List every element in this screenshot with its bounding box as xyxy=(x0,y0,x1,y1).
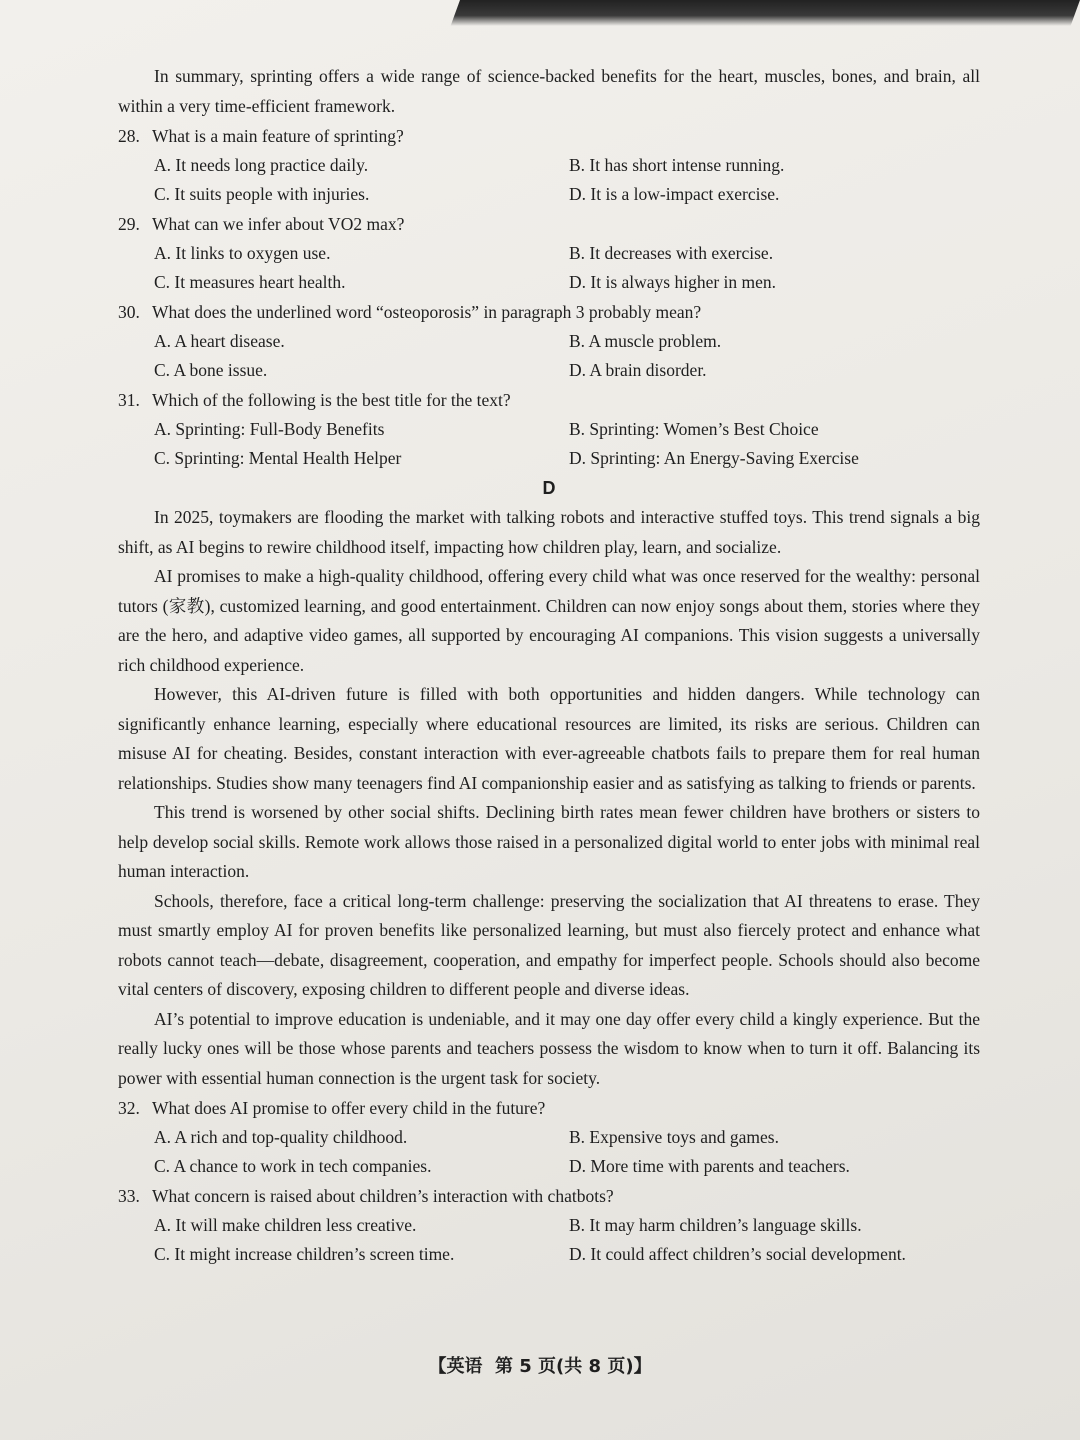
intro-paragraph: In summary, sprinting offers a wide range of science-backed benefits for the heart, muscles, bones, and brain, all within a very time-efficient framework. xyxy=(118,66,980,116)
option-a: A. It links to oxygen use. xyxy=(154,243,331,263)
question-number: 33. xyxy=(118,1186,140,1206)
option-c: C. It measures heart health. xyxy=(154,272,346,292)
option-d: D. It is always higher in men. xyxy=(569,272,777,292)
option-d: D. More time with parents and teachers. xyxy=(569,1156,850,1176)
option-a: A. Sprinting: Full-Body Benefits xyxy=(154,419,385,439)
footer-subject: 英语 xyxy=(446,1356,483,1377)
option-b: B. It decreases with exercise. xyxy=(569,243,774,263)
page-footer xyxy=(0,1352,1080,1378)
option-c: C. It might increase children’s screen time. xyxy=(154,1244,455,1264)
option-a: A. It will make children less creative. xyxy=(154,1215,417,1235)
section-heading: D xyxy=(542,478,556,498)
option-a: A. A heart disease. xyxy=(154,331,285,351)
option-a: A. It needs long practice daily. xyxy=(154,155,369,175)
question-29 xyxy=(118,210,980,297)
question-stem: What does AI promise to offer every child in the future? xyxy=(152,1098,546,1118)
passage-paragraph-5: Schools, therefore, face a critical long-term challenge: preserving the socialization that AI threatens to erase. They must smartly employ AI for proven benefits like personalized learning, but must also fiercely protect and enhance what robots cannot teach—debate, disagreement, cooperation, and empathy for imperfect people. Schools should also become vital centers of discovery, exposing children to different people and diverse ideas. xyxy=(118,890,980,999)
question-stem: What does the underlined word “osteoporosis” in paragraph 3 probably mean? xyxy=(152,302,702,322)
footer-left-bracket: 【 xyxy=(428,1356,447,1377)
option-b: B. A muscle problem. xyxy=(569,331,722,351)
option-d: D. It is a low-impact exercise. xyxy=(569,184,780,204)
option-b: B. It has short intense running. xyxy=(569,155,785,175)
page-corner-shadow xyxy=(451,0,1080,26)
question-number: 32. xyxy=(118,1098,140,1118)
question-30 xyxy=(118,298,980,385)
question-stem: What concern is raised about children’s interaction with chatbots? xyxy=(152,1186,614,1206)
question-number: 30. xyxy=(118,302,140,322)
option-b: B. Expensive toys and games. xyxy=(569,1127,779,1147)
option-d: D. It could affect children’s social development. xyxy=(569,1244,906,1264)
question-31 xyxy=(118,386,980,473)
passage-paragraph-2: AI promises to make a high-quality childhood, offering every child what was once reserved for the wealthy: personal tutors (家教), customized learning, and good entertainment. Children can now enjoy songs about them, stories where they are the hero, and adaptive video games, all supported by encouraging AI companions. This vision suggests a universally rich childhood experience. xyxy=(118,566,980,675)
option-b: B. It may harm children’s language skills. xyxy=(569,1215,862,1235)
option-d: D. Sprinting: An Energy-Saving Exercise xyxy=(569,448,859,468)
option-b: B. Sprinting: Women’s Best Choice xyxy=(569,419,819,439)
passage-paragraph-6: AI’s potential to improve education is undeniable, and it may one day offer every child a kingly experience. But the really lucky ones will be those whose parents and teachers possess the wisdom to know when to turn it off. Balancing its power with essential human connection is the urgent task for society. xyxy=(118,1008,980,1088)
question-28 xyxy=(118,122,980,209)
question-number: 28. xyxy=(118,126,140,146)
footer-right-bracket: 】 xyxy=(633,1356,652,1377)
option-c: C. A bone issue. xyxy=(154,360,268,380)
question-stem: What is a main feature of sprinting? xyxy=(152,126,404,146)
option-a: A. A rich and top-quality childhood. xyxy=(154,1127,408,1147)
option-d: D. A brain disorder. xyxy=(569,360,707,380)
question-32 xyxy=(118,1094,980,1181)
question-33 xyxy=(118,1182,980,1269)
passage-paragraph-3: However, this AI-driven future is filled with both opportunities and hidden dangers. While technology can significantly enhance learning, especially where educational resources are limited, its risks are serious. Children can misuse AI for cheating. Besides, constant interaction with ever-agreeable chatbots fails to prepare them for real human relationships. Studies show many teenagers find AI companionship easier and as satisfying as talking to friends or parents. xyxy=(118,684,980,793)
passage-paragraph-1: In 2025, toymakers are flooding the market with talking robots and interactive stuffed toys. This trend signals a big shift, as AI begins to rewire childhood itself, impacting how children play, learn, and socialize. xyxy=(118,507,980,557)
question-number: 29. xyxy=(118,214,140,234)
option-c: C. Sprinting: Mental Health Helper xyxy=(154,448,402,468)
footer-page-number: 第 5 页(共 8 页) xyxy=(494,1356,634,1377)
question-stem: What can we infer about VO2 max? xyxy=(152,214,405,234)
question-number: 31. xyxy=(118,390,140,410)
passage-paragraph-4: This trend is worsened by other social shifts. Declining birth rates mean fewer children have brothers or sisters to help develop social skills. Remote work allows those raised in a personalized digital world to enter jobs with minimal real human interaction. xyxy=(118,802,980,881)
option-c: C. A chance to work in tech companies. xyxy=(154,1156,432,1176)
option-c: C. It suits people with injuries. xyxy=(154,184,370,204)
question-stem: Which of the following is the best title for the text? xyxy=(152,390,511,410)
